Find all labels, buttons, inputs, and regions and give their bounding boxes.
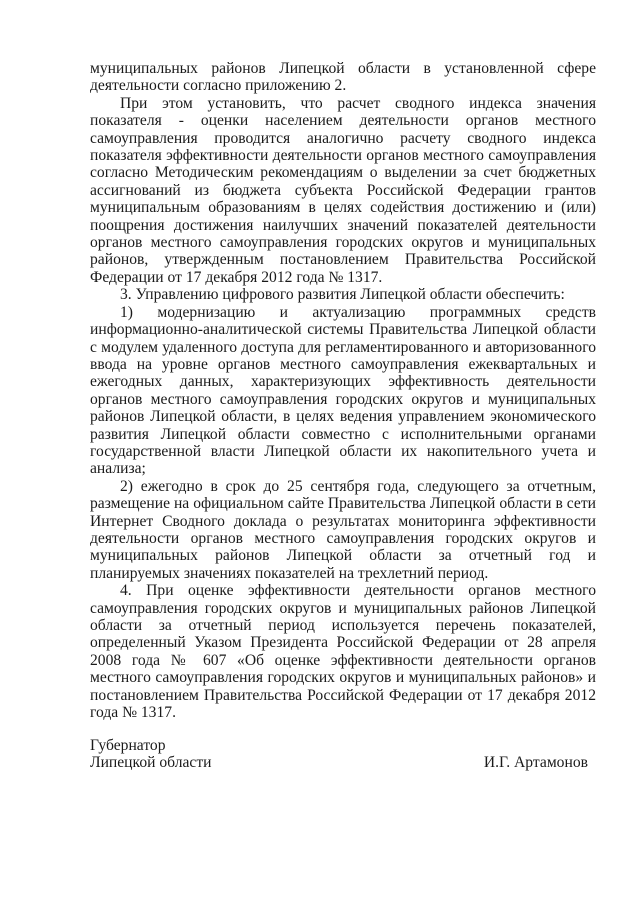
paragraph-index-calculation: При этом установить, что расчет сводного индекса значения показателя - оценки населением деятельности органов местного самоуправления проводится аналогично расчету сводного индекса показателя эффективности деятельности органов местного самоуправления согласно Методическим рекомендациям о выделении за счет бюджетных ассигнований из бюджета субъекта Российской Федерации грантов муниципальным образованиям в целях содействия достижению и (или) поощрения достижения наилучших значений показателей деятельности органов местного самоуправления городских округов и муниципальных районов, утвержденным постановлением Правительства Российской Федерации от 17 декабря 2012 года № 1317. (90, 94, 596, 286)
paragraph-continuation: муниципальных районов Липецкой области в установленной сфере деятельности согласно приложению 2. (90, 60, 596, 95)
paragraph-subitem-2: 2) ежегодно в срок до 25 сентября года, следующего за отчетным, размещение на официальном сайте Правительства Липецкой области в сети Интернет Сводного доклада о результатах мониторинга эффективности деятельности органов местного самоуправления городских округов и муниципальных районов Липецкой области за отчетный год и планируемых значениях показателей на трехлетний период. (90, 477, 596, 582)
paragraph-subitem-1: 1) модернизацию и актуализацию программных средств информационно-аналитической системы Правительства Липецкой области с модулем удаленного доступа для регламентированного и авторизованного ввода на уровне органов местного самоуправления ежеквартальных и ежегодных данных, характеризующих эффективность деятельности органов местного самоуправления городских округов и муниципальных районов Липецкой области, в целях ведения управлением экономического развития Липецкой области совместно с исполнительными органами государственной власти Липецкой области их накопительного учета и анализа; (90, 303, 596, 478)
signatory-title: Губернатор (90, 737, 166, 754)
signature-row (90, 754, 596, 771)
document-body (90, 60, 596, 721)
paragraph-item-4: 4. При оценке эффективности деятельности органов местного самоуправления городских округов и муниципальных районов Липецкой области за отчетный период используется перечень показателей, определенный Указом Президента Российской Федерации от 28 апреля 2008 года № 607 «Об оценке эффективности деятельности органов местного самоуправления городских округов и муниципальных районов» и постановлением Правительства Российской Федерации от 17 декабря 2012 года № 1317. (90, 582, 596, 722)
signatory-region: Липецкой области (90, 754, 212, 772)
signature-block (90, 737, 596, 772)
signatory-name: И.Г. Артамонов (483, 754, 588, 772)
paragraph-item-3: 3. Управлению цифрового развития Липецкой области обеспечить: (120, 286, 565, 304)
